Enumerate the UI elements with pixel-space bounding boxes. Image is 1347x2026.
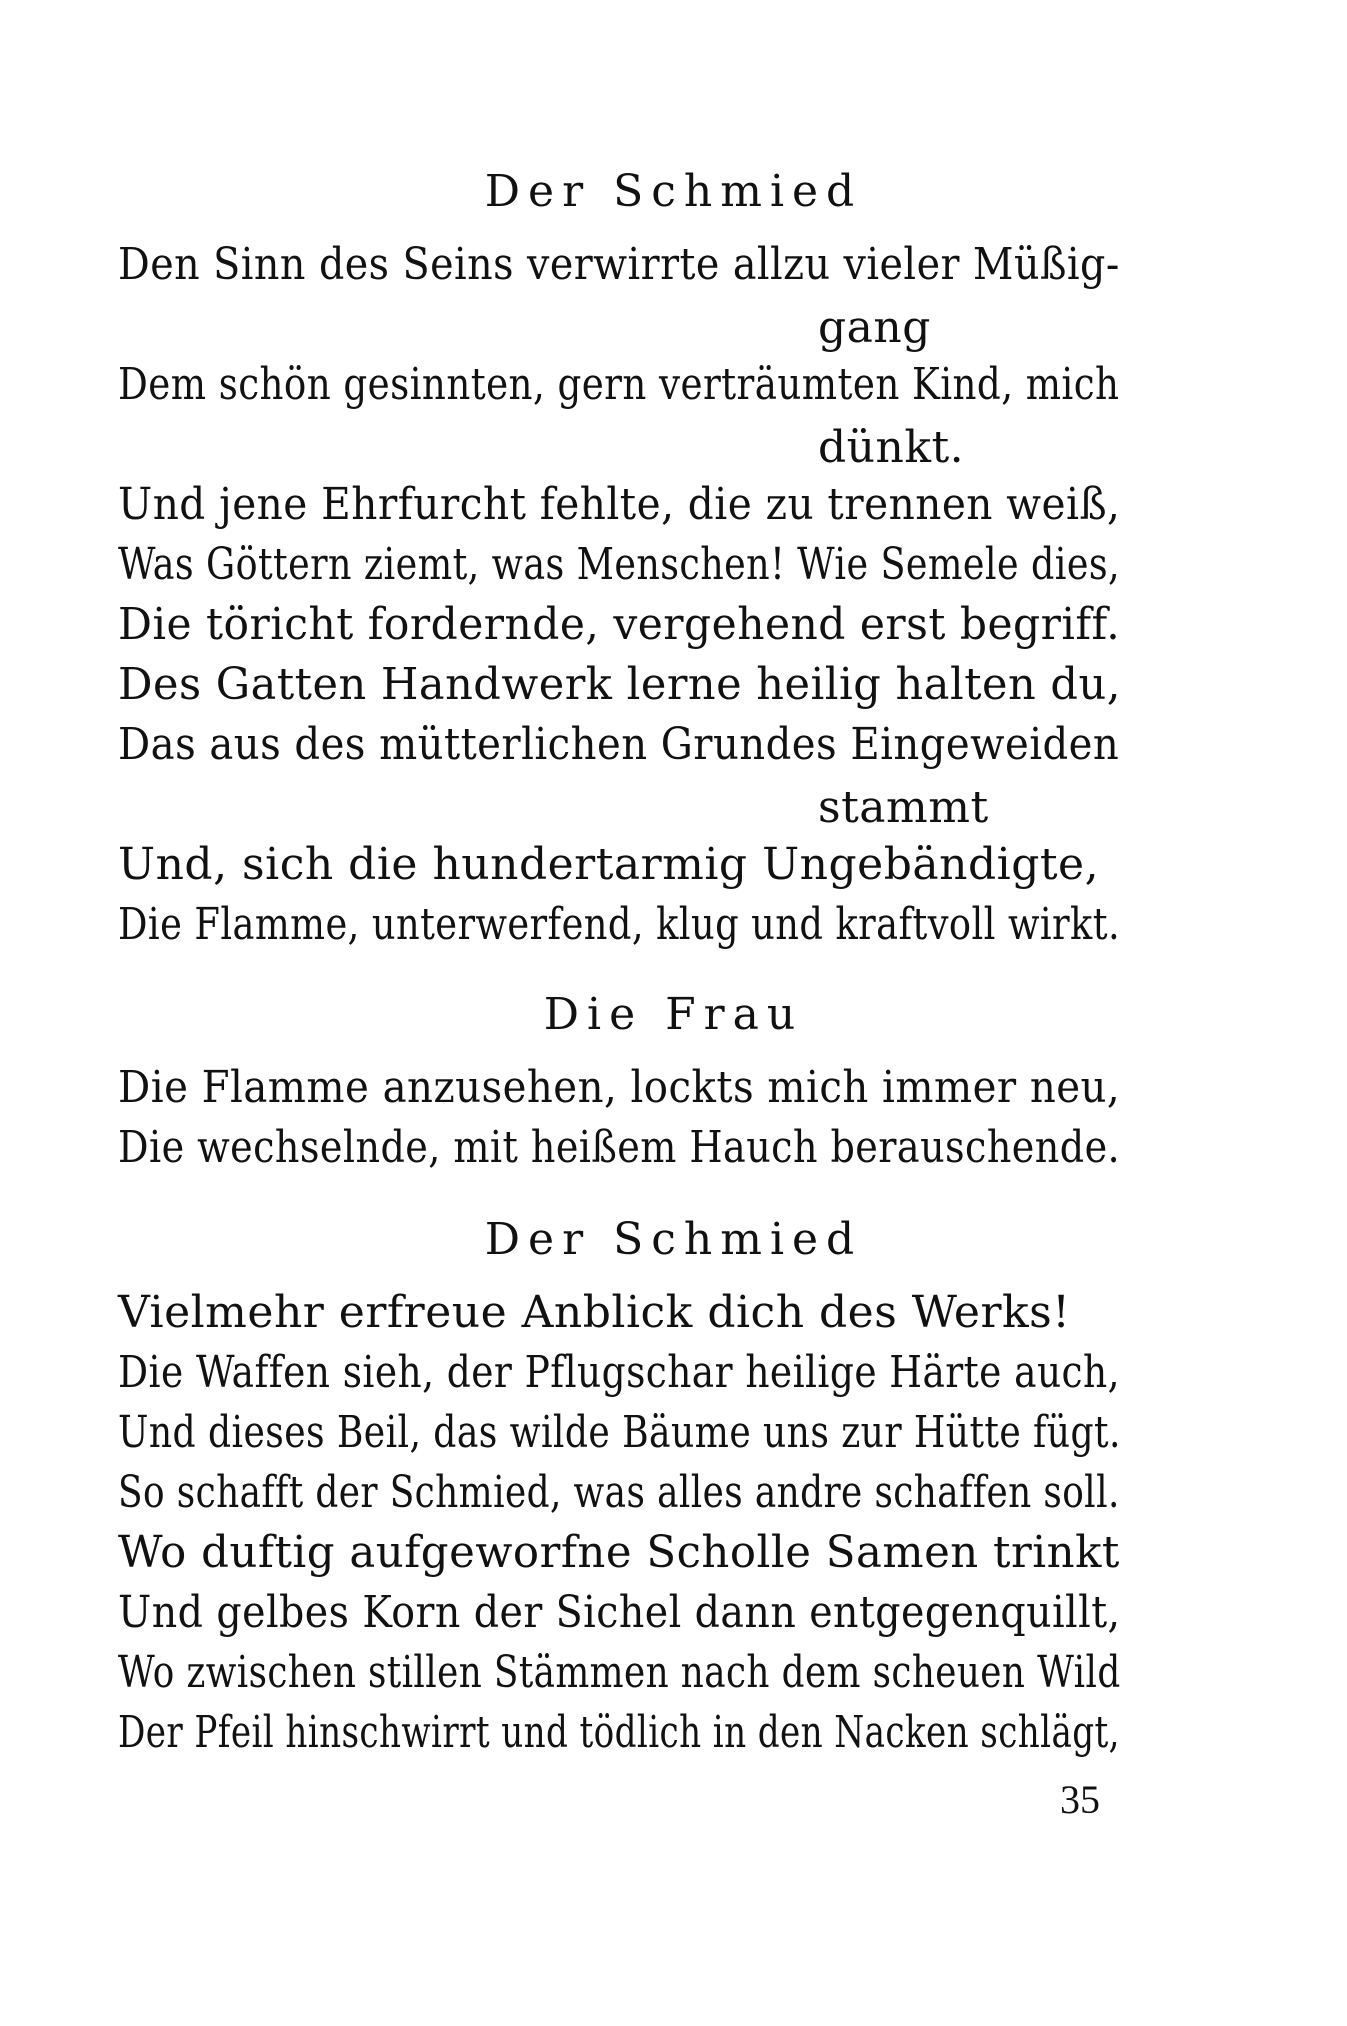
verse-line: Des Gatten Handwerk lerne heilig halten du, <box>118 659 1121 710</box>
verse-line-continuation: stammt <box>818 782 989 833</box>
verse-line: Den Sinn des Seins verwirrte allzu vieler Müßig- <box>118 239 1120 290</box>
verse-line-continuation: dünkt. <box>818 422 965 473</box>
verse-line: Und gelbes Korn der Sichel dann entgegenquillt, <box>118 1587 1121 1638</box>
verse-line: Und dieses Beil, das wilde Bäume uns zur Hütte fügt. <box>118 1407 1121 1458</box>
speaker-heading: Der Schmied <box>484 166 863 217</box>
verse-line: Die Flamme anzusehen, lockts mich immer neu, <box>118 1062 1121 1113</box>
verse-line: Und jene Ehrfurcht fehlte, die zu trennen weiß, <box>118 479 1121 530</box>
verse-line: Was Göttern ziemt, was Menschen! Wie Semele dies, <box>118 539 1121 590</box>
verse-line: Die Flamme, unterwerfend, klug und kraftvoll wirkt. <box>118 899 1121 950</box>
speaker-heading: Die Frau <box>543 989 804 1040</box>
verse-line: So schafft der Schmied, was alles andre schaffen soll. <box>118 1467 1120 1518</box>
page-number: 35 <box>1060 1777 1100 1822</box>
verse-line: Das aus des mütterlichen Grundes Eingeweiden <box>118 719 1120 770</box>
verse-line: Dem schön gesinnten, gern verträumten Kind, mich <box>118 359 1120 410</box>
speaker-heading: Der Schmied <box>484 1214 863 1265</box>
verse-line: Und, sich die hundertarmig Ungebändigte, <box>118 839 1100 890</box>
verse-line: Wo zwischen stillen Stämmen nach dem scheuen Wild <box>118 1647 1121 1698</box>
verse-line: Die wechselnde, mit heißem Hauch berauschende. <box>118 1122 1121 1173</box>
verse-line: Die töricht forderndе, vergehend erst begriff. <box>118 599 1121 650</box>
verse-line: Der Pfeil hinschwirrt und tödlich in den Nacken schlägt, <box>118 1707 1120 1758</box>
verse-line: Die Waffen sieh, der Pflugschar heilige Härte auch, <box>118 1347 1120 1398</box>
verse-line: Wo duftig aufgeworfne Scholle Samen trinkt <box>118 1527 1120 1578</box>
verse-line: Vielmehr erfreue Anblick dich des Werks! <box>118 1287 1071 1338</box>
verse-line-continuation: gang <box>818 302 931 353</box>
